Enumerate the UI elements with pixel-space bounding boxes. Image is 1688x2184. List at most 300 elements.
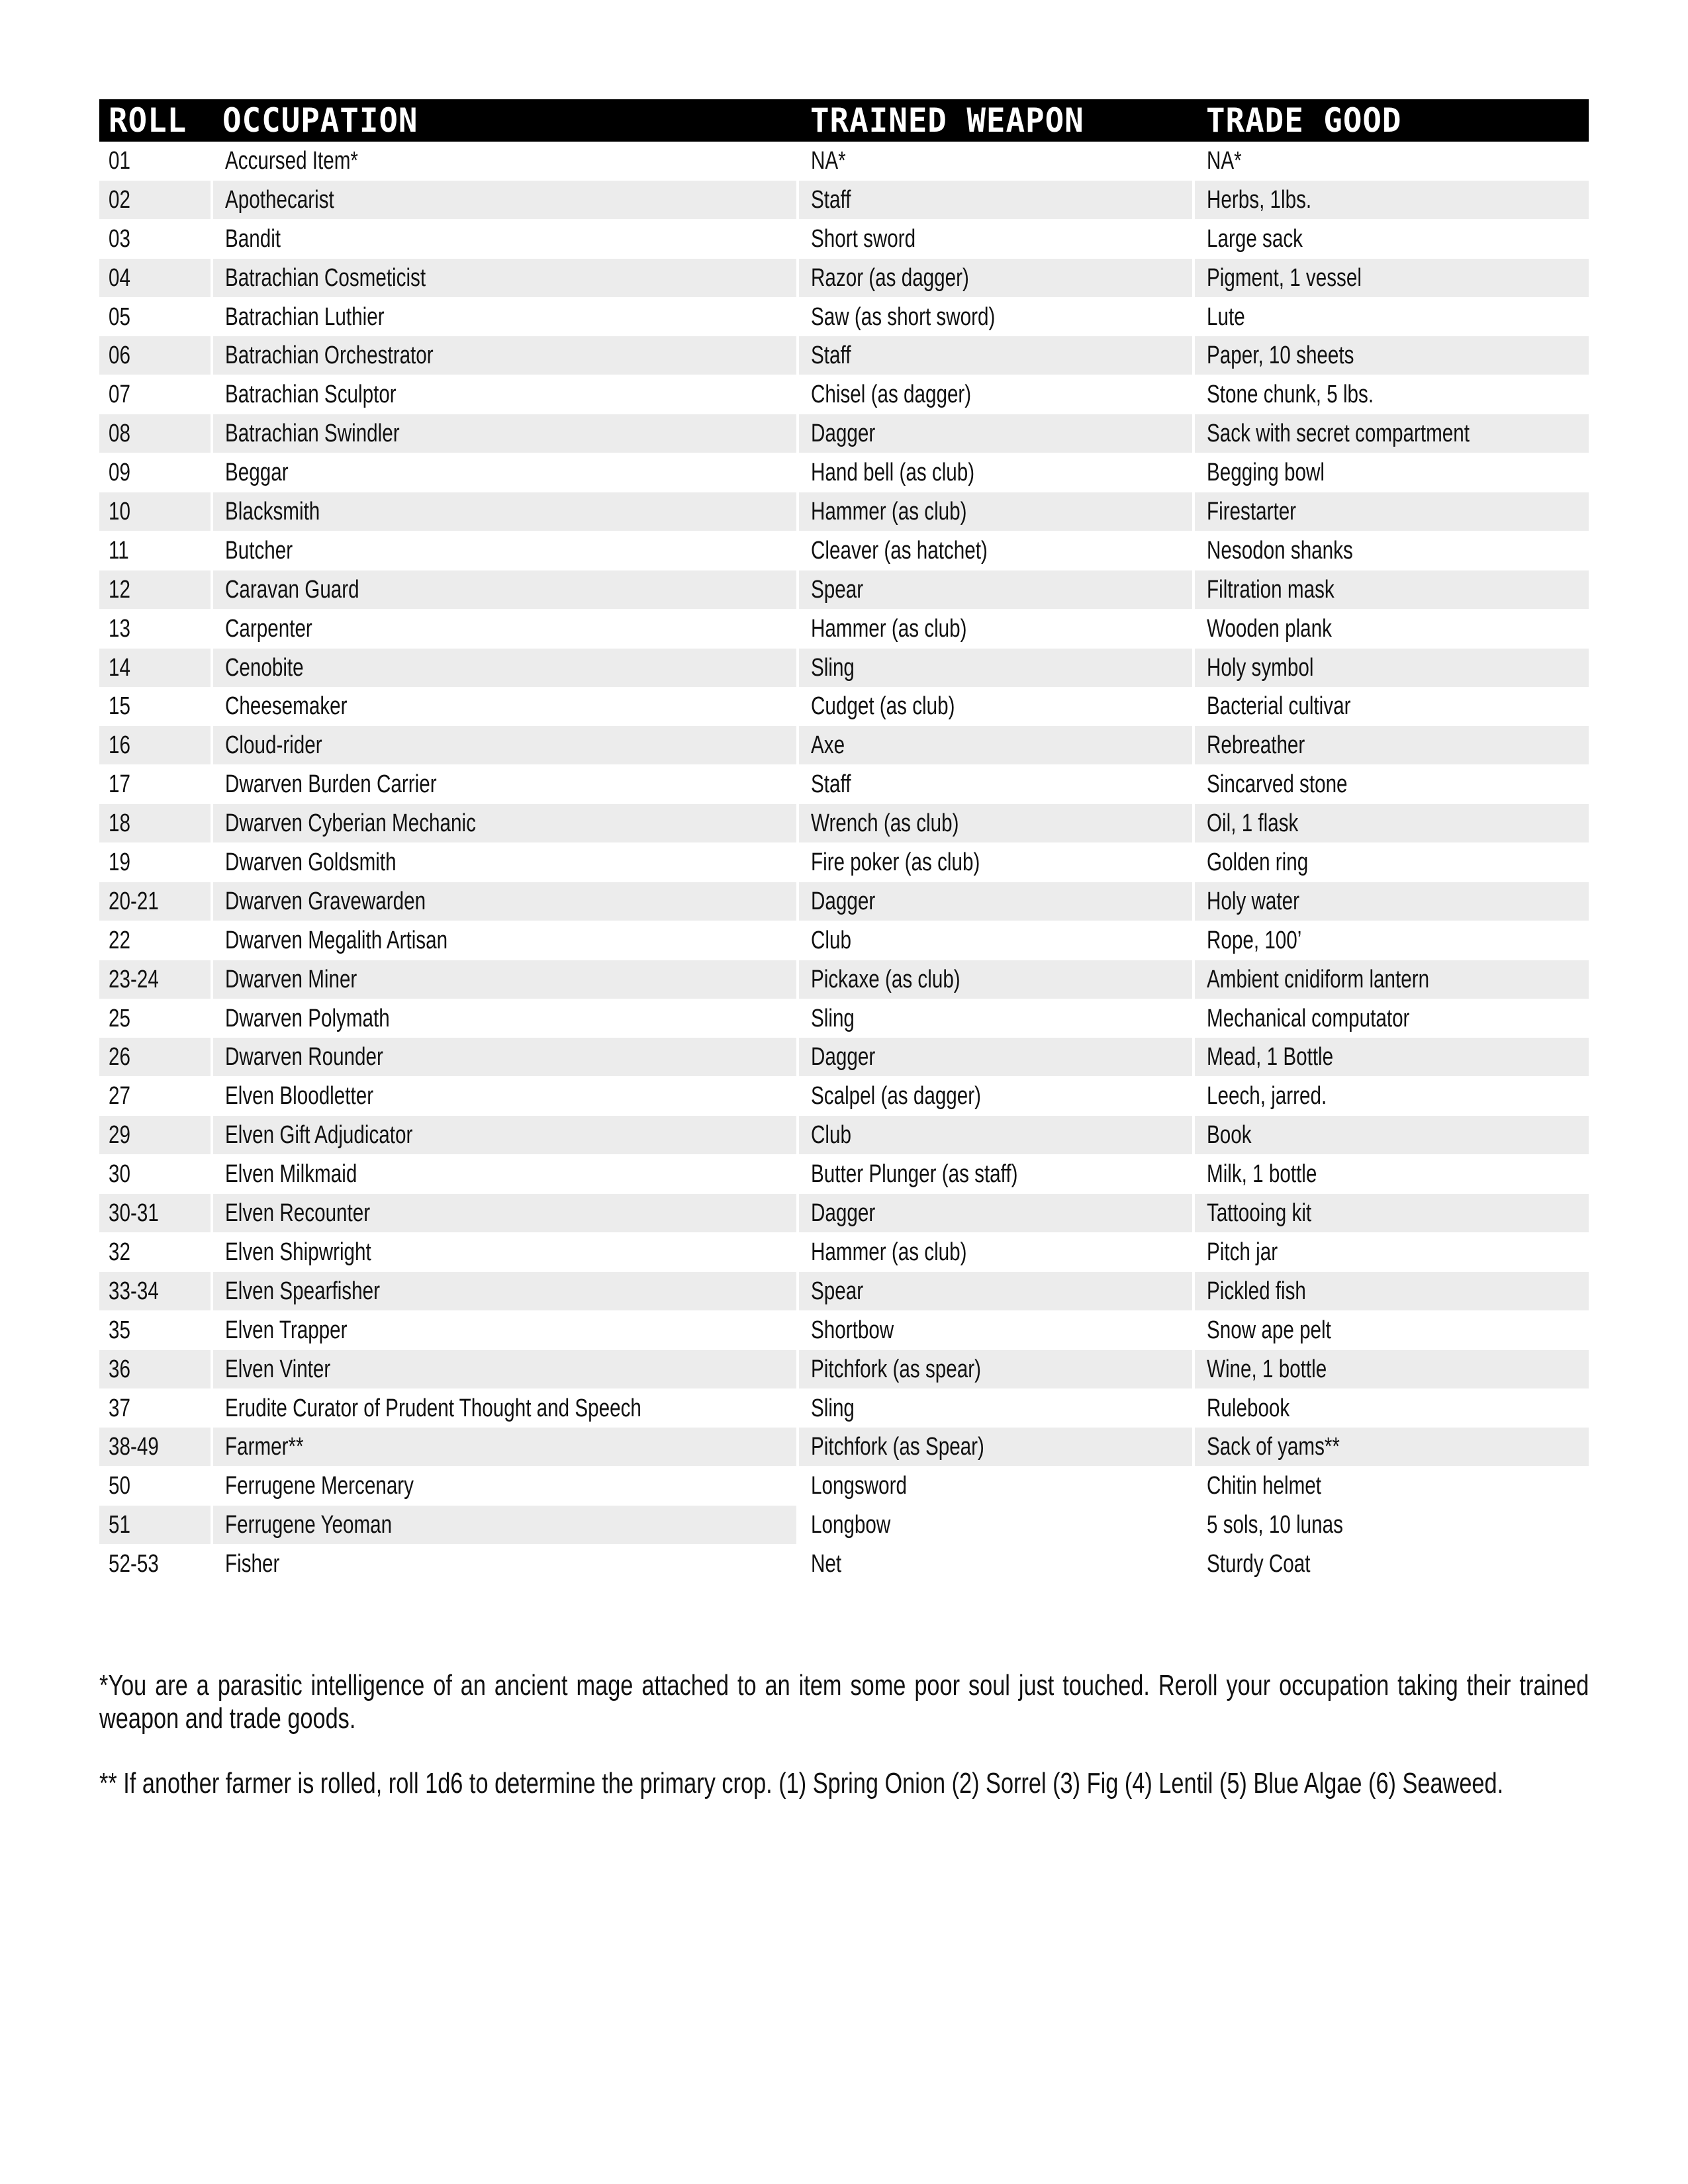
occupation-cell [213, 181, 796, 219]
table-body [99, 142, 1589, 1584]
weapon-text: Axe [811, 731, 845, 760]
roll-text: 37 [109, 1394, 130, 1422]
weapon-text: Pitchfork (as spear) [811, 1355, 981, 1383]
trade-cell [1195, 1194, 1589, 1232]
table-row [99, 765, 1589, 804]
occupation-cell [213, 882, 796, 921]
occupation-text: Elven Spearfisher [225, 1277, 380, 1305]
weapon-text: Hammer (as club) [811, 498, 967, 526]
table-row [99, 414, 1589, 453]
weapon-text: Wrench (as club) [811, 809, 959, 838]
occupation-text: Blacksmith [225, 498, 320, 526]
occupation-text: Batrachian Luthier [225, 302, 385, 331]
occupation-cell [213, 649, 796, 687]
weapon-text: Hammer (as club) [811, 614, 967, 643]
trade-cell [1195, 492, 1589, 531]
header-trained-weapon: TRAINED WEAPON [810, 101, 1084, 140]
roll-text: 30-31 [109, 1199, 159, 1228]
table-row [99, 843, 1589, 882]
trade-text: Stone chunk, 5 lbs. [1207, 381, 1374, 409]
occupation-text: Beggar [225, 459, 289, 487]
weapon-text: Pickaxe (as club) [811, 965, 961, 993]
occupation-cell [213, 1506, 796, 1544]
table-row [99, 142, 1589, 181]
occupation-table [99, 99, 1589, 1584]
roll-cell [99, 1467, 211, 1505]
roll-cell [99, 531, 211, 570]
table-row [99, 531, 1589, 570]
weapon-cell [799, 531, 1192, 570]
weapon-cell [799, 882, 1192, 921]
trade-text: Wine, 1 bottle [1207, 1355, 1327, 1383]
roll-cell [99, 492, 211, 531]
trade-text: Snow ape pelt [1207, 1316, 1331, 1344]
occupation-cell [213, 1155, 796, 1193]
trade-cell [1195, 921, 1589, 960]
roll-cell [99, 921, 211, 960]
trade-text: 5 sols, 10 lunas [1207, 1511, 1343, 1539]
weapon-cell [799, 220, 1192, 258]
trade-text: Rebreather [1207, 731, 1305, 760]
trade-text: Holy symbol [1207, 653, 1314, 682]
roll-cell [99, 375, 211, 414]
roll-text: 04 [109, 263, 130, 292]
roll-cell [99, 414, 211, 453]
occupation-cell [213, 765, 796, 803]
occupation-text: Elven Vinter [225, 1355, 331, 1383]
roll-text: 19 [109, 848, 130, 877]
trade-cell [1195, 649, 1589, 687]
trade-text: Pickled fish [1207, 1277, 1306, 1305]
weapon-text: NA* [811, 147, 846, 175]
roll-cell [99, 453, 211, 492]
trade-cell [1195, 142, 1589, 180]
roll-cell [99, 804, 211, 842]
weapon-text: Spear [811, 575, 864, 604]
occupation-cell [213, 1350, 796, 1388]
table-row [99, 687, 1589, 726]
header-trade-good: TRADE GOOD [1206, 101, 1402, 140]
occupation-text: Carpenter [225, 614, 312, 643]
weapon-cell [799, 1350, 1192, 1388]
occupation-cell [213, 726, 796, 764]
occupation-text: Elven Gift Adjudicator [225, 1121, 413, 1150]
roll-cell [99, 1233, 211, 1271]
table-row [99, 610, 1589, 649]
trade-cell [1195, 804, 1589, 842]
weapon-cell [799, 804, 1192, 842]
roll-text: 20-21 [109, 887, 159, 915]
occupation-text: Cloud-rider [225, 731, 322, 760]
trade-text: Lute [1207, 302, 1245, 331]
occupation-cell [213, 1116, 796, 1154]
roll-cell [99, 1389, 211, 1428]
roll-text: 26 [109, 1043, 130, 1071]
table-row [99, 1467, 1589, 1506]
roll-text: 18 [109, 809, 130, 838]
table-row [99, 220, 1589, 259]
occupation-cell [213, 375, 796, 414]
roll-text: 01 [109, 147, 130, 175]
table-row [99, 570, 1589, 610]
table-row [99, 1077, 1589, 1116]
weapon-cell [799, 1116, 1192, 1154]
table-row [99, 960, 1589, 999]
footnote-double-asterisk [99, 1767, 1589, 1800]
roll-text: 14 [109, 653, 130, 682]
table-row [99, 259, 1589, 298]
trade-cell [1195, 1389, 1589, 1428]
trade-cell [1195, 765, 1589, 803]
roll-text: 36 [109, 1355, 130, 1383]
trade-text: Filtration mask [1207, 575, 1335, 604]
occupation-text: Dwarven Megalith Artisan [225, 926, 448, 954]
table-row [99, 999, 1589, 1038]
table-row [99, 1233, 1589, 1272]
roll-cell [99, 181, 211, 219]
roll-cell [99, 1350, 211, 1388]
trade-text: Paper, 10 sheets [1207, 341, 1354, 370]
trade-text: Oil, 1 flask [1207, 809, 1299, 838]
trade-text: Firestarter [1207, 498, 1297, 526]
roll-cell [99, 1155, 211, 1193]
trade-text: Sturdy Coat [1207, 1550, 1311, 1578]
table-row [99, 1428, 1589, 1467]
roll-text: 27 [109, 1082, 130, 1111]
occupation-text: Elven Bloodletter [225, 1082, 374, 1111]
occupation-text: Caravan Guard [225, 575, 359, 604]
weapon-text: Net [811, 1550, 842, 1578]
weapon-cell [799, 1233, 1192, 1271]
roll-cell [99, 570, 211, 609]
roll-text: 11 [109, 536, 129, 565]
roll-cell [99, 999, 211, 1038]
occupation-text: Erudite Curator of Prudent Thought and Speech [225, 1394, 641, 1422]
trade-text: Golden ring [1207, 848, 1309, 877]
trade-text: Ambient cnidiform lantern [1207, 965, 1430, 993]
roll-cell [99, 610, 211, 648]
weapon-text: Pitchfork (as Spear) [811, 1433, 984, 1461]
trade-text: Tattooing kit [1207, 1199, 1312, 1228]
weapon-cell [799, 375, 1192, 414]
occupation-cell [213, 1194, 796, 1232]
occupation-text: Batrachian Swindler [225, 420, 400, 448]
table-row [99, 1350, 1589, 1389]
occupation-text: Ferrugene Mercenary [225, 1472, 414, 1500]
occupation-cell [213, 1038, 796, 1076]
trade-cell [1195, 843, 1589, 882]
trade-cell [1195, 610, 1589, 648]
trade-text: Wooden plank [1207, 614, 1332, 643]
weapon-text: Hammer (as club) [811, 1238, 967, 1266]
weapon-cell [799, 1155, 1192, 1193]
table-row [99, 649, 1589, 688]
roll-cell [99, 687, 211, 725]
weapon-cell [799, 492, 1192, 531]
table-row [99, 1272, 1589, 1311]
trade-text: Leech, jarred. [1207, 1082, 1327, 1111]
trade-text: Nesodon shanks [1207, 536, 1353, 565]
occupation-text: Dwarven Gravewarden [225, 887, 426, 915]
trade-cell [1195, 181, 1589, 219]
weapon-text: Butter Plunger (as staff) [811, 1160, 1018, 1189]
roll-text: 12 [109, 575, 130, 604]
trade-cell [1195, 726, 1589, 764]
occupation-text: Cenobite [225, 653, 304, 682]
weapon-cell [799, 921, 1192, 960]
roll-cell [99, 1272, 211, 1310]
roll-cell [99, 298, 211, 336]
occupation-text: Apothecarist [225, 185, 334, 214]
trade-text: Pigment, 1 vessel [1207, 263, 1362, 292]
occupation-cell [213, 570, 796, 609]
trade-text: Pitch jar [1207, 1238, 1278, 1266]
table-row [99, 1311, 1589, 1350]
weapon-cell [799, 726, 1192, 764]
weapon-text: Staff [811, 341, 851, 370]
roll-cell [99, 1545, 211, 1583]
trade-text: Large sack [1207, 224, 1303, 253]
trade-text: Chitin helmet [1207, 1472, 1321, 1500]
occupation-cell [213, 453, 796, 492]
roll-cell [99, 765, 211, 803]
trade-cell [1195, 1350, 1589, 1388]
occupation-text: Ferrugene Yeoman [225, 1511, 393, 1539]
trade-text: Sack with secret compartment [1207, 420, 1470, 448]
roll-cell [99, 1194, 211, 1232]
weapon-cell [799, 142, 1192, 180]
roll-cell [99, 142, 211, 180]
trade-cell [1195, 336, 1589, 375]
occupation-text: Dwarven Cyberian Mechanic [225, 809, 476, 838]
weapon-text: Chisel (as dagger) [811, 381, 972, 409]
table-row [99, 336, 1589, 375]
roll-cell [99, 843, 211, 882]
table-row [99, 1155, 1589, 1194]
trade-cell [1195, 414, 1589, 453]
footnote-text: *You are a parasitic intelligence of an ancient mage attached to an item some poor soul just touched. Reroll your occupation taking their trained weapon and trade goods. [99, 1669, 1589, 1735]
occupation-cell [213, 142, 796, 180]
occupation-text: Elven Milkmaid [225, 1160, 357, 1189]
weapon-text: Staff [811, 185, 851, 214]
roll-cell [99, 882, 211, 921]
weapon-text: Club [811, 926, 851, 954]
roll-cell [99, 1311, 211, 1349]
roll-text: 51 [109, 1511, 130, 1539]
roll-text: 32 [109, 1238, 130, 1266]
weapon-cell [799, 1545, 1192, 1583]
occupation-cell [213, 259, 796, 297]
table-row [99, 1194, 1589, 1233]
trade-cell [1195, 531, 1589, 570]
weapon-text: Short sword [811, 224, 916, 253]
roll-cell [99, 336, 211, 375]
roll-text: 07 [109, 381, 130, 409]
trade-cell [1195, 1506, 1589, 1544]
roll-text: 25 [109, 1004, 130, 1032]
trade-text: NA* [1207, 147, 1242, 175]
trade-text: Sack of yams** [1207, 1433, 1340, 1461]
table-row [99, 298, 1589, 337]
roll-text: 23-24 [109, 965, 159, 993]
occupation-cell [213, 414, 796, 453]
occupation-text: Dwarven Polymath [225, 1004, 390, 1032]
occupation-text: Dwarven Burden Carrier [225, 770, 437, 799]
occupation-cell [213, 1311, 796, 1349]
weapon-cell [799, 687, 1192, 725]
roll-cell [99, 220, 211, 258]
weapon-cell [799, 960, 1192, 999]
weapon-text: Fire poker (as club) [811, 848, 980, 877]
weapon-cell [799, 336, 1192, 375]
weapon-cell [799, 1311, 1192, 1349]
weapon-cell [799, 1389, 1192, 1428]
weapon-cell [799, 1038, 1192, 1076]
trade-cell [1195, 999, 1589, 1038]
roll-text: 33-34 [109, 1277, 159, 1305]
occupation-text: Bandit [225, 224, 281, 253]
weapon-text: Hand bell (as club) [811, 459, 975, 487]
table-row [99, 1506, 1589, 1545]
weapon-cell [799, 1428, 1192, 1466]
trade-cell [1195, 1155, 1589, 1193]
occupation-text: Batrachian Cosmeticist [225, 263, 426, 292]
trade-text: Rulebook [1207, 1394, 1290, 1422]
weapon-cell [799, 1077, 1192, 1115]
roll-text: 16 [109, 731, 130, 760]
occupation-text: Batrachian Sculptor [225, 381, 397, 409]
occupation-text: Farmer** [225, 1433, 304, 1461]
weapon-text: Sling [811, 653, 855, 682]
occupation-cell [213, 921, 796, 960]
weapon-cell [799, 649, 1192, 687]
occupation-cell [213, 1077, 796, 1115]
roll-text: 05 [109, 302, 130, 331]
roll-text: 08 [109, 420, 130, 448]
weapon-text: Saw (as short sword) [811, 302, 996, 331]
occupation-text: Butcher [225, 536, 293, 565]
weapon-text: Dagger [811, 420, 876, 448]
trade-text: Book [1207, 1121, 1252, 1150]
weapon-text: Razor (as dagger) [811, 263, 969, 292]
occupation-text: Elven Recounter [225, 1199, 371, 1228]
table-row [99, 492, 1589, 531]
weapon-cell [799, 610, 1192, 648]
trade-cell [1195, 1233, 1589, 1271]
weapon-cell [799, 1467, 1192, 1505]
trade-cell [1195, 1116, 1589, 1154]
weapon-cell [799, 1272, 1192, 1310]
trade-cell [1195, 375, 1589, 414]
occupation-cell [213, 804, 796, 842]
weapon-cell [799, 1506, 1192, 1544]
trade-cell [1195, 570, 1589, 609]
occupation-text: Elven Trapper [225, 1316, 348, 1344]
trade-cell [1195, 882, 1589, 921]
occupation-text: Dwarven Miner [225, 965, 357, 993]
occupation-cell [213, 1428, 796, 1466]
footnote-single-asterisk [99, 1669, 1589, 1735]
occupation-text: Batrachian Orchestrator [225, 341, 434, 370]
trade-cell [1195, 1311, 1589, 1349]
weapon-cell [799, 414, 1192, 453]
roll-text: 50 [109, 1472, 130, 1500]
trade-cell [1195, 1545, 1589, 1583]
trade-cell [1195, 1467, 1589, 1505]
weapon-text: Shortbow [811, 1316, 894, 1344]
weapon-cell [799, 570, 1192, 609]
table-header [99, 99, 1589, 142]
table-row [99, 804, 1589, 843]
roll-cell [99, 1116, 211, 1154]
weapon-text: Dagger [811, 1199, 876, 1228]
weapon-text: Cudget (as club) [811, 692, 955, 721]
trade-cell [1195, 298, 1589, 336]
trade-text: Bacterial cultivar [1207, 692, 1351, 721]
weapon-text: Longbow [811, 1511, 891, 1539]
table-row [99, 1038, 1589, 1077]
table-row [99, 921, 1589, 960]
weapon-text: Sling [811, 1394, 855, 1422]
trade-cell [1195, 259, 1589, 297]
occupation-cell [213, 298, 796, 336]
roll-text: 17 [109, 770, 130, 799]
occupation-cell [213, 531, 796, 570]
roll-text: 52-53 [109, 1550, 159, 1578]
occupation-text: Dwarven Rounder [225, 1043, 383, 1071]
roll-text: 22 [109, 926, 130, 954]
roll-text: 10 [109, 498, 130, 526]
occupation-text: Dwarven Goldsmith [225, 848, 397, 877]
occupation-cell [213, 687, 796, 725]
header-occupation: OCCUPATION [222, 101, 418, 140]
footnote-text: ** If another farmer is rolled, roll 1d6 to determine the primary crop. (1) Spring Onion (2) Sorrel (3) Fig (4) Lentil (5) Blue Algae (6) Seaweed. [99, 1767, 1504, 1799]
roll-text: 02 [109, 185, 130, 214]
weapon-text: Scalpel (as dagger) [811, 1082, 982, 1111]
table-row [99, 1116, 1589, 1155]
weapon-text: Spear [811, 1277, 864, 1305]
trade-text: Mead, 1 Bottle [1207, 1043, 1334, 1071]
roll-cell [99, 960, 211, 999]
trade-text: Sincarved stone [1207, 770, 1348, 799]
header-roll: ROLL [109, 101, 187, 140]
occupation-cell [213, 1545, 796, 1583]
trade-cell [1195, 220, 1589, 258]
table-row [99, 1545, 1589, 1584]
occupation-text: Cheesemaker [225, 692, 348, 721]
occupation-text: Accursed Item* [225, 147, 358, 175]
roll-cell [99, 649, 211, 687]
occupation-cell [213, 610, 796, 648]
trade-text: Milk, 1 bottle [1207, 1160, 1317, 1189]
trade-cell [1195, 453, 1589, 492]
trade-cell [1195, 1272, 1589, 1310]
trade-text: Holy water [1207, 887, 1300, 915]
trade-cell [1195, 1428, 1589, 1466]
weapon-cell [799, 259, 1192, 297]
weapon-cell [799, 453, 1192, 492]
table-row [99, 453, 1589, 492]
trade-cell [1195, 960, 1589, 999]
occupation-cell [213, 220, 796, 258]
weapon-text: Sling [811, 1004, 855, 1032]
table-row [99, 726, 1589, 765]
roll-cell [99, 259, 211, 297]
roll-text: 13 [109, 614, 130, 643]
table-row [99, 1389, 1589, 1428]
trade-cell [1195, 1077, 1589, 1115]
trade-cell [1195, 1038, 1589, 1076]
